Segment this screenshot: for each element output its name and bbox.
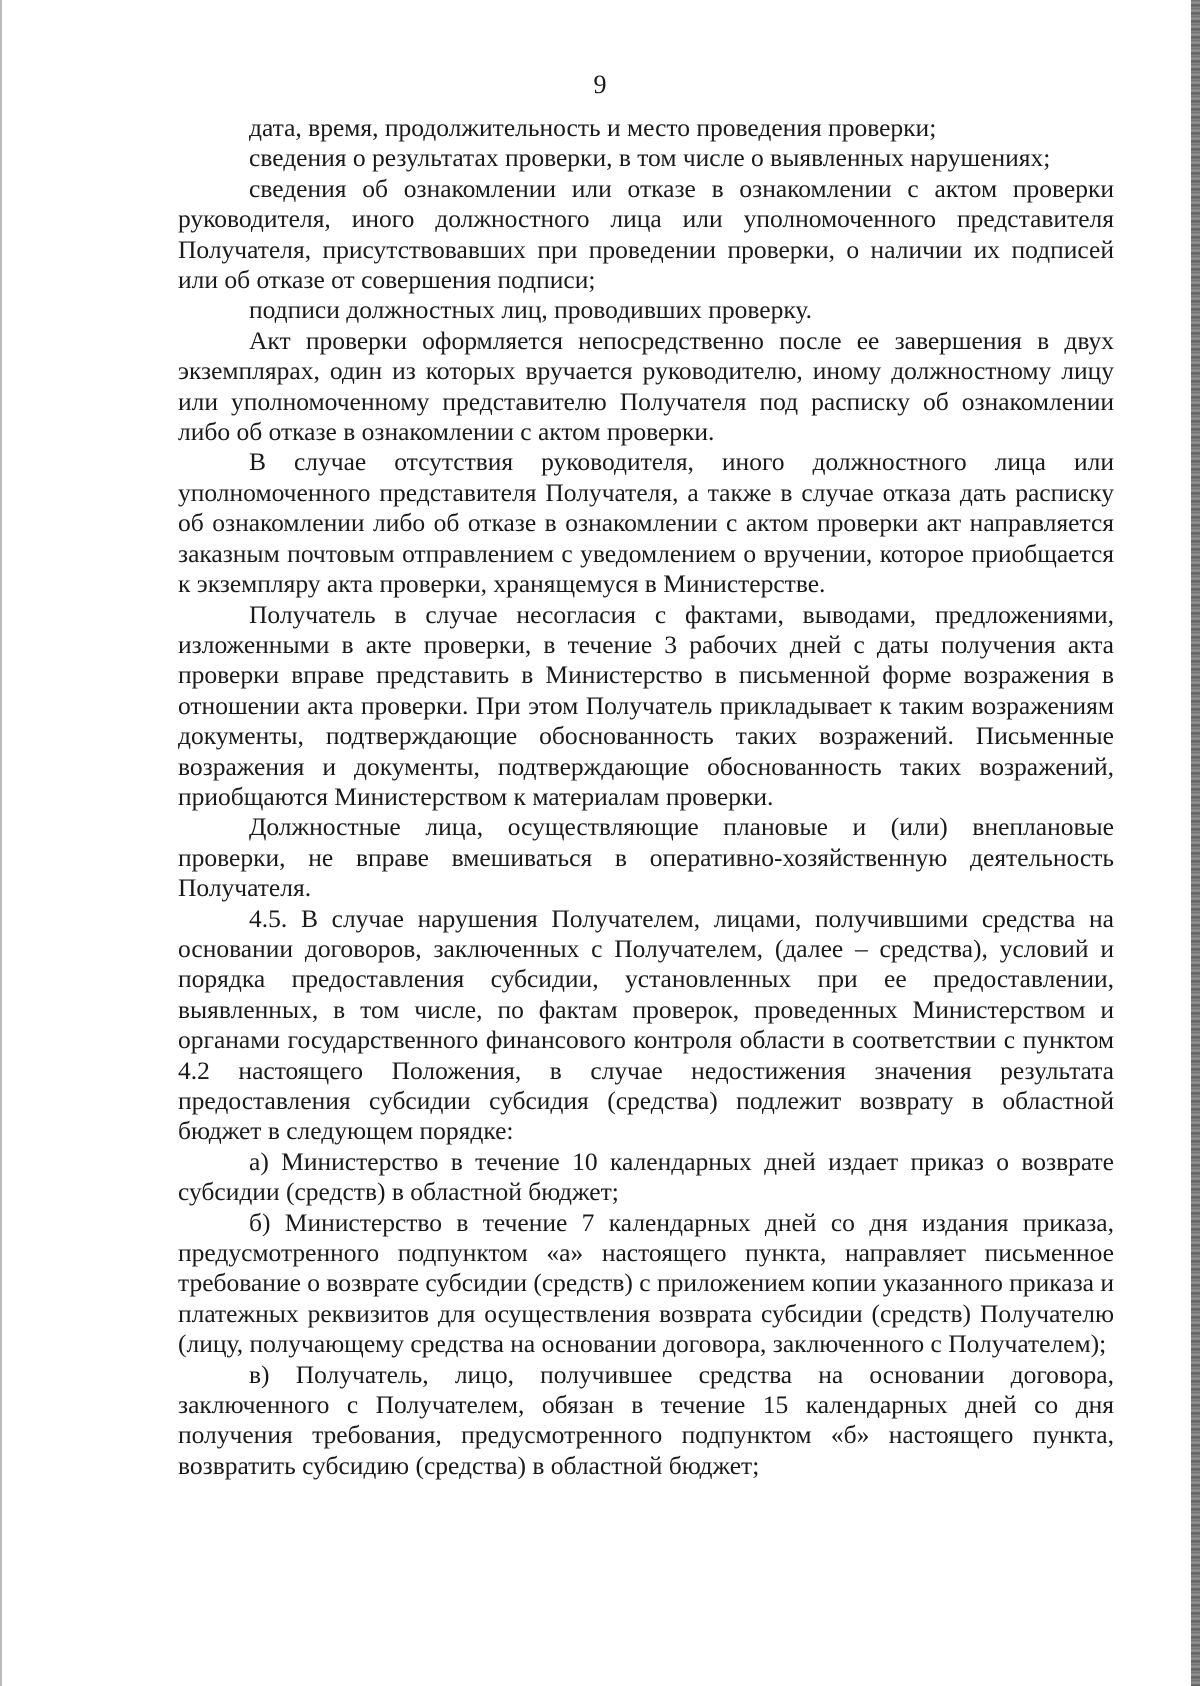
paragraph-inspection-results: сведения о результатах проверки, в том числе о выявленных нарушениях; — [249, 143, 1051, 173]
paragraph-officials-restriction: Должностные лица, осуществляющие плановые и (или) внеплановые проверки, не вправе вмешиваться в оперативно-хозяйственную деятельность Получателя. — [178, 812, 1114, 903]
paragraph-section-4-5: 4.5. В случае нарушения Получателем, лицами, получившими средства на основании договоров, заключенных с Получателем, (далее – средства), условий и порядка предоставления субсидии, установленных при ее предоставлении, выявленных, в том числе, по фактам проверок, проведенных Министерством и органами государственного финансового контроля области в соответствии с пунктом 4.2 настоящего Положения, в случае недостижения значения результата предоставления субсидии субсидия (средства) подлежит возврату в областной бюджет в следующем порядке: — [178, 903, 1114, 1146]
scan-edge-right — [1191, 0, 1200, 1686]
paragraph-acquaintance-info: сведения об ознакомлении или отказе в ознакомлении с актом проверки руководителя, иного должностного лица или уполномоченного представителя Получателя, присутствовавших при проведении проверки, о наличии их подписей или об отказе от совершения подписи; — [178, 173, 1114, 295]
scan-edge-left — [0, 0, 2, 1686]
paragraph-item-v: в) Получатель, лицо, получившее средства на основании договора, заключенного с Получателем, обязан в течение 15 календарных дней со дня получения требования, предусмотренного подпунктом «б» настоящего пункта, возвратить субсидию (средства) в областной бюджет; — [178, 1359, 1114, 1480]
paragraph-item-b: б) Министерство в течение 7 календарных дней со дня издания приказа, предусмотренного подпунктом «а» настоящего пункта, направляет письменное требование о возврате субсидии (средств) с приложением копии указанного приказа и платежных реквизитов для осуществления возврата субсидии (средств) Получателю (лицу, получающему средства на основании договора, заключенного с Получателем); — [178, 1207, 1114, 1359]
paragraph-objections: Получатель в случае несогласия с фактами, выводами, предложениями, изложенными в акте проверки, в течение 3 рабочих дней с даты получения акта проверки вправе представить в Министерство в письменной форме возражения в отношении акта проверки. При этом Получатель прикладывает к таким возражениям документы, подтверждающие обоснованность таких возражений. Письменные возражения и документы, подтверждающие обоснованность таких возражений, приобщаются Министерством к материалам проверки. — [178, 599, 1114, 811]
paragraph-act-execution: Акт проверки оформляется непосредственно после ее завершения в двух экземплярах, один из которых вручается руководителю, иному должностному лицу или уполномоченному представителю Получателя под расписку об ознакомлении либо об отказе в ознакомлении с актом проверки. — [178, 325, 1114, 447]
document-body — [178, 113, 1114, 1481]
paragraph-absence-case: В случае отсутствия руководителя, иного должностного лица или уполномоченного представителя Получателя, а также в случае отказа дать расписку об ознакомлении либо об отказе в ознакомлении с актом проверки акт направляется заказным почтовым отправлением с уведомлением о вручении, которое приобщается к экземпляру акта проверки, хранящемуся в Министерстве. — [178, 447, 1114, 599]
page-number: 9 — [593, 70, 607, 99]
paragraph-signatures: подписи должностных лиц, проводивших проверку. — [249, 295, 812, 325]
paragraph-item-a: а) Министерство в течение 10 календарных дней издает приказ о возврате субсидии (средств) в областной бюджет; — [178, 1146, 1114, 1207]
paragraph-inspection-date: дата, время, продолжительность и место проведения проверки; — [249, 113, 937, 142]
